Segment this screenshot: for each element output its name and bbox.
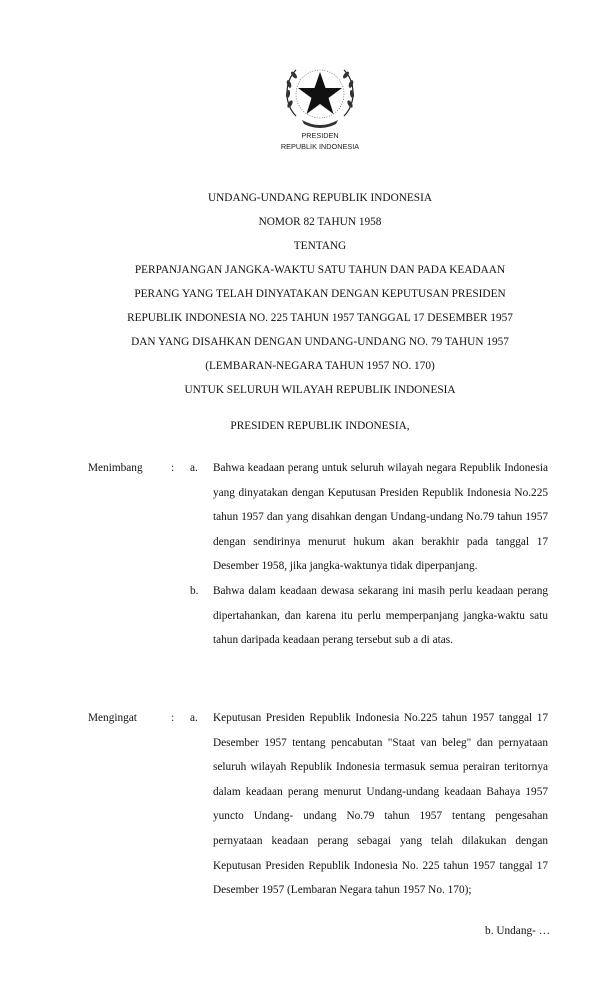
title-line: TENTANG [293,240,347,252]
item-number: a. [190,712,198,724]
page-continuation: b. Undang- … [485,925,550,937]
list-item [88,579,548,653]
title-line: UNTUK SELURUH WILAYAH REPUBLIK INDONESIA [184,384,456,396]
section-colon: : [171,462,175,474]
letterhead-line2: REPUBLIK INDONESIA [280,142,360,151]
title-line: UNDANG-UNDANG REPUBLIK INDONESIA [207,192,433,204]
document-title [0,186,612,402]
section-label: Mengingat [88,712,137,724]
title-line: PERANG YANG TELAH DINYATAKAN DENGAN KEPUTUSAN PRESIDEN [134,288,506,300]
section-colon: : [171,712,175,724]
mengingat-section [88,706,548,903]
list-item [88,456,548,579]
menimbang-section [88,456,548,653]
item-text: Bahwa keadaan perang untuk seluruh wilayah negara Republik Indonesia yang dinyatakan dengan Keputusan Presiden Republik Indonesia No.225 tahun 1957 dan yang disahkan dengan Undang-undang No.79 tahun 1957 dengan sendirinya menurut hukum akan berakhir pada tanggal 17 Desember 1958, jika jangka-waktunya tidak diperpanjang. [213,462,548,573]
item-text: Bahwa dalam keadaan dewasa sekarang ini masih perlu keadaan perang dipertahankan, dan karena itu perlu memperpanjang jangka-waktu satu tahun daripada keadaan perang tersebut sub a di atas. [213,584,548,647]
list-item [88,706,548,903]
letterhead-line1: PRESIDEN [301,131,339,140]
garuda-star-emblem [282,60,358,130]
section-label: Menimbang [88,462,143,474]
title-line: DAN YANG DISAHKAN DENGAN UNDANG-UNDANG NO. 79 TAHUN 1957 [131,336,509,348]
title-line: (LEMBARAN-NEGARA TAHUN 1957 NO. 170) [205,360,435,372]
title-line: NOMOR 82 TAHUN 1958 [258,216,382,228]
title-line: REPUBLIK INDONESIA NO. 225 TAHUN 1957 TANGGAL 17 DESEMBER 1957 [127,312,513,324]
item-text: Keputusan Presiden Republik Indonesia No.225 tahun 1957 tanggal 17 Desember 1957 tentang pencabutan "Staat van beleg" dan pernyataan seluruh wilayah Republik Indonesia termasuk semua perairan teritornya dalam keadaan perang menurut Undang-undang keadaan Bahaya 1957 yuncto Undang- undang No.79 tahun 1957 tentang pengesahan pernyataan keadaan perang sebagai yang telah dilakukan dengan Keputusan Presiden Republik Indonesia No. 225 tahun 1957 tanggal 17 Desember 1957 (Lembaran Negara tahun 1957 No. 170); [213,712,548,897]
title-line: PERPANJANGAN JANGKA-WAKTU SATU TAHUN DAN PADA KEADAAN [134,264,506,276]
president-heading: PRESIDEN REPUBLIK INDONESIA, [230,420,410,432]
item-number: b. [190,584,199,597]
item-number: a. [190,462,198,474]
